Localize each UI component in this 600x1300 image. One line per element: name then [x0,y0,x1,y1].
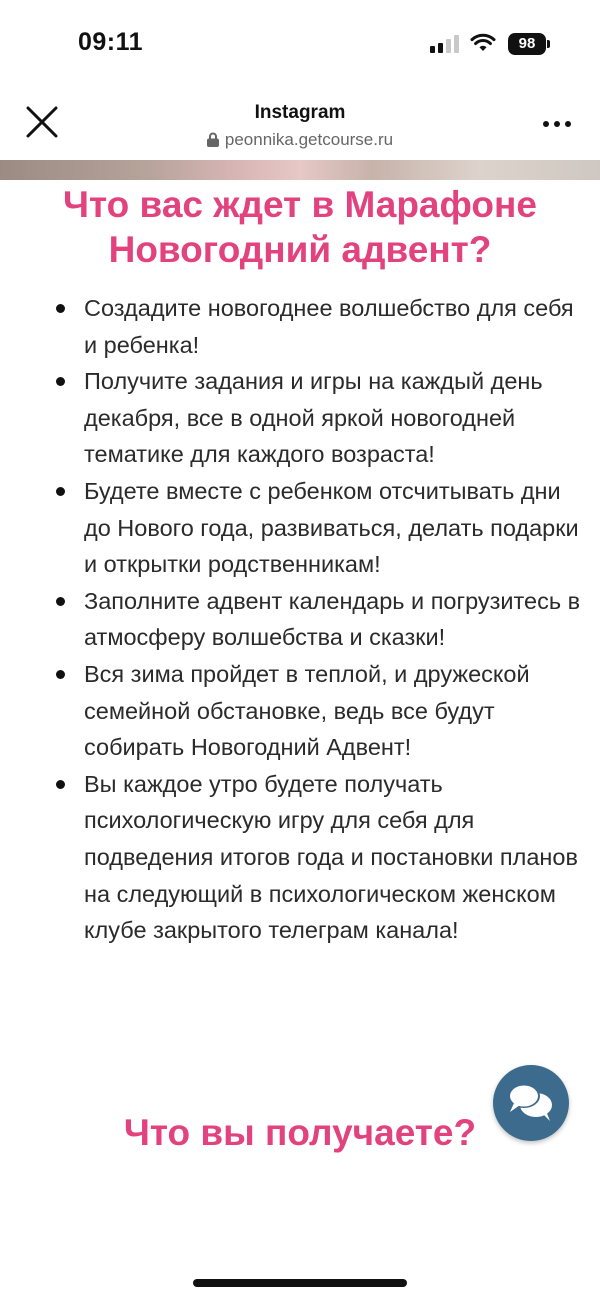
list-item [52,363,582,473]
list-item [52,473,582,583]
bullet-icon [56,487,65,496]
signal-icon [430,35,462,53]
wifi-icon [470,33,496,53]
list-item [52,290,582,363]
list-item-text: Вся зима пройдет в теплой, и дружеской семейной обстановке, ведь все будут собирать Новогодний Адвент! [84,660,530,761]
bullet-icon [56,597,65,606]
list-item [52,656,582,766]
battery-icon: 98 [508,33,546,55]
status-time: 09:11 [78,28,144,56]
list-item-text: Создадите новогоднее волшебство для себя и ребенка! [84,295,574,358]
section-subheading: Что вы получаете? [123,1112,477,1153]
list-item-text: Вы каждое утро будете получать психологическую игру для себя для подведения итогов года и постановки планов на следующий в психологическом женском клубе закрытого телеграм канала! [84,770,578,944]
lock-icon [207,132,219,147]
bullet-icon [56,780,65,789]
benefits-list [52,290,582,949]
bullet-icon [56,304,65,313]
chat-button[interactable] [493,1065,569,1141]
chat-bubbles-icon [506,1081,556,1125]
status-bar [0,0,600,90]
list-item [52,583,582,656]
url-bar[interactable] [0,130,600,150]
list-item-text: Получите задания и игры на каждый день декабря, все в одной яркой новогодней тематике для каждого возраста! [84,368,543,468]
list-item [52,766,582,949]
list-item-text: Будете вместе с ребенком отсчитывать дни до Нового года, развиваться, делать подарки и открытки родственникам! [84,477,579,578]
battery-cap [547,40,550,48]
url-text: peonnika.getcourse.ru [224,130,394,149]
bullet-icon [56,670,65,679]
banner-image [0,160,600,180]
page-title: Instagram [254,102,346,123]
more-icon[interactable] [542,120,572,128]
bullet-icon [56,377,65,386]
list-item-text: Заполните адвент календарь и погрузитесь в атмосферу волшебства и сказки! [84,587,581,651]
section-heading: Что вас ждет в Марафоне Новогодний адвент? [63,184,537,270]
home-indicator [193,1279,407,1287]
browser-header [0,90,600,160]
